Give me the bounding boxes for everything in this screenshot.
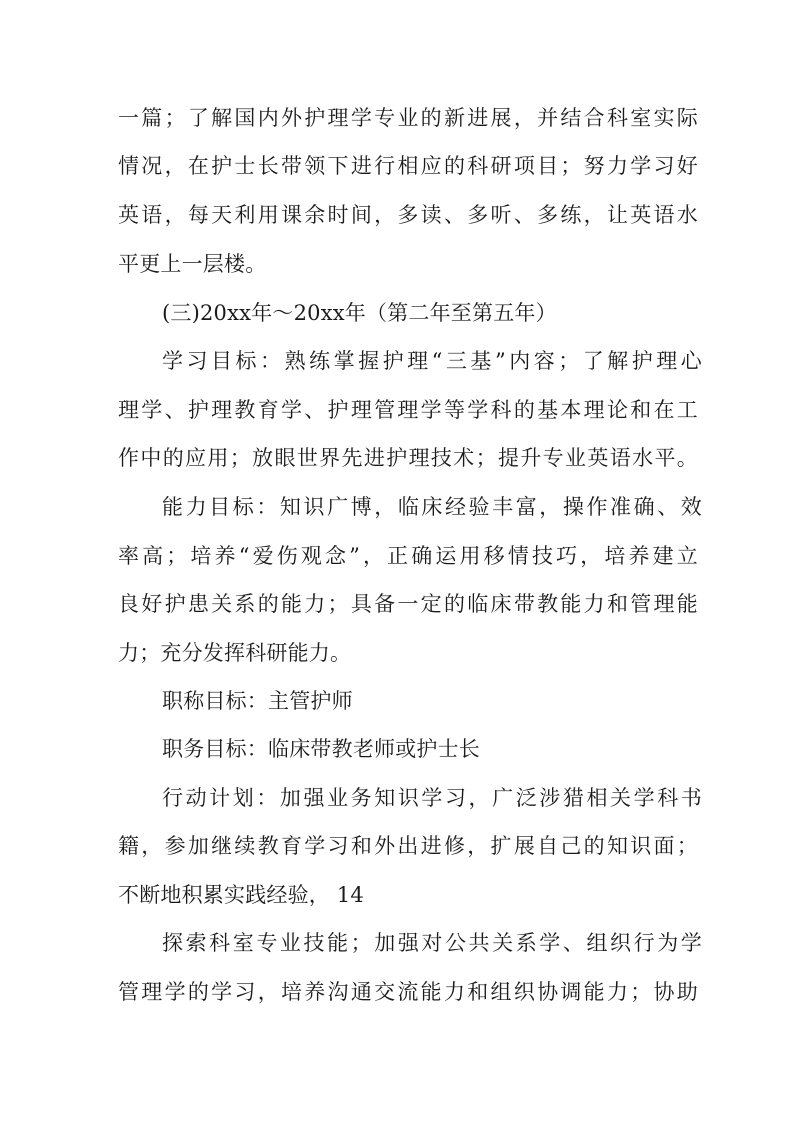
text-line: 职称目标：主管护师 bbox=[162, 689, 353, 713]
text-line: 情况，在护士长带领下进行相应的科研项目；努力学习好 bbox=[118, 154, 698, 178]
text-line: 管理学的学习，培养沟通交流能力和组织协调能力；协助 bbox=[118, 980, 698, 1004]
text-line: 良好护患关系的能力；具备一定的临床带教能力和管理能 bbox=[118, 592, 698, 616]
text-line: 能力目标：知识广博，临床经验丰富，操作准确、效 bbox=[162, 495, 702, 519]
text-line: 籍，参加继续教育学习和外出进修，扩展自己的知识面； bbox=[118, 834, 698, 858]
text-line: 一篇；了解国内外护理学专业的新进展，并结合科室实际 bbox=[118, 106, 698, 130]
text-line: 探索科室专业技能；加强对公共关系学、组织行为学 bbox=[162, 931, 702, 955]
text-line: 率高；培养“爱伤观念”，正确运用移情技巧，培养建立 bbox=[118, 544, 698, 568]
text-line: 力；充分发挥科研能力。 bbox=[118, 641, 352, 665]
text-line: 作中的应用；放眼世界先进护理技术；提升专业英语水平。 bbox=[118, 446, 698, 470]
text-line: 职务目标：临床带教老师或护士长 bbox=[162, 737, 480, 761]
text-line: 学习目标：熟练掌握护理“三基”内容；了解护理心 bbox=[162, 349, 702, 373]
section-heading: (三)20xx年～20xx年（第二年至第五年） bbox=[162, 301, 557, 325]
text-line: 不断地积累实践经验， 14 bbox=[118, 883, 364, 907]
text-line: 理学、护理教育学、护理管理学等学科的基本理论和在工 bbox=[118, 398, 698, 422]
text-line: 平更上一层楼。 bbox=[118, 252, 267, 276]
text-line: 行动计划：加强业务知识学习，广泛涉猎相关学科书 bbox=[162, 786, 702, 810]
text-line: 英语，每天利用课余时间，多读、多听、多练，让英语水 bbox=[118, 203, 698, 227]
